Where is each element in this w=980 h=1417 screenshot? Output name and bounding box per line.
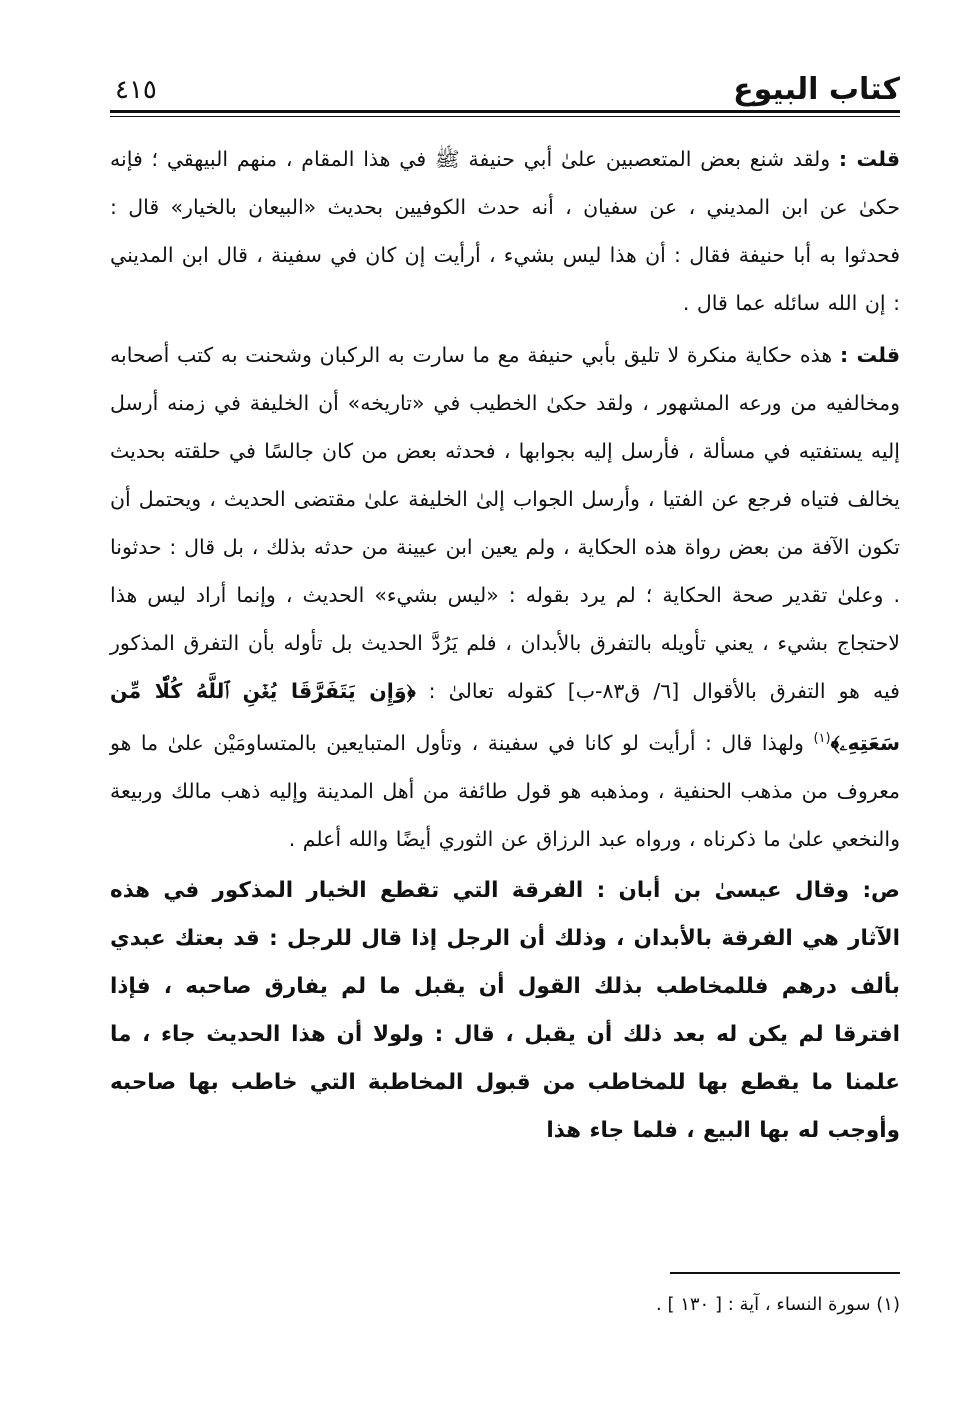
page-number: ٤١٥: [115, 75, 157, 105]
paragraph-text: وقال عيسىٰ بن أبان : الفرقة التي تقطع الخيار المذكور في هذه الآثار هي الفرقة بالأبدان ، وذلك أن الرجل إذا قال للرجل : قد بعتك عبدي بألف درهم فللمخاطب بذلك القول أن يقبل ما لم يفارق صاحبه ، فإذا افترقا لم يكن له بعد ذلك أن يقبل ، قال : ولولا أن هذا الحديث جاء ، ما علمنا ما يقطع بها للمخاطب من قبول المخاطبة التي خاطب بها صاحبه وأوجب له بها البيع ، فلما جاء هذا: [110, 877, 900, 1143]
footnote: (١) سورة النساء ، آية : [ ١٣٠ ] .: [656, 1294, 900, 1315]
paragraph-2: [110, 331, 900, 863]
footnote-reference[interactable]: (١): [813, 731, 831, 746]
paragraph-text-continued: ولهذا قال : أرأيت لو كانا في سفينة ، وتأول المتبايعين بالمتساومَيْن علىٰ ما هو معروف من مذهب الحنفية ، ومذهبه هو قول طائفة من أهل المدينة وإليه ذهب مالك وربيعة والنخعي علىٰ ما ذكرناه ، ورواه عبد الرزاق عن الثوري أيضًا والله أعلم .: [110, 730, 900, 851]
paragraph-1: [110, 135, 900, 327]
paragraph-text: ولقد شنع بعض المتعصبين علىٰ أبي حنيفة ﷺ في هذا المقام ، منهم البيهقي ؛ فإنه حكىٰ عن ابن المديني ، عن سفيان ، أنه حدث الكوفيين بحديث «البيعان بالخيار» قال : فحدثوا به أبا حنيفة فقال : أن هذا ليس بشيء ، أرأيت إن كان في سفينة ، قال ابن المديني : إن الله سائله عما قال .: [110, 147, 900, 315]
paragraph-lead: قلت :: [838, 147, 901, 171]
paragraph-lead: ص:: [862, 877, 900, 903]
header-rule: [110, 110, 900, 117]
quran-verse: ﴿وَإِن يَتَفَرَّقَا يُغۡنِ ٱللَّهُ كُلّٗا مِّن سَعَتِهِۦ﴾: [110, 679, 900, 755]
paragraph-3: [110, 867, 900, 1155]
page-header: [110, 58, 900, 110]
paragraph-lead: قلت :: [839, 343, 900, 367]
main-text: [110, 135, 900, 1155]
paragraph-text: هذه حكاية منكرة لا تليق بأبي حنيفة مع ما سارت به الركبان وشحنت به كتب أصحابه ومخالفيه من ورعه المشهور ، ولقد حكىٰ الخطيب في «تاريخه» أن الخليفة في زمنه أرسل إليه يستفتيه في مسألة ، فأرسل إليه بجوابها ، فحدثه بعض من كان جالسًا في حلقته بحديث يخالف فتياه فرجع عن الفتيا ، وأرسل الجواب إلىٰ الخليفة علىٰ مقتضى الحديث ، ويحتمل أن تكون الآفة من بعض رواة هذه الحكاية ، ولم يعين ابن عيينة من حدثه بذلك ، بل قال : حدثونا . وعلىٰ تقدير صحة الحكاية ؛ لم يرد بقوله : «ليس بشيء» الحديث ، وإنما أراد ليس هذا لاحتجاج بشيء ، يعني تأويله بالتفرق بالأبدان ، فلم يَرُدَّ الحديث بل تأوله بأن التفرق المذكور فيه هو التفرق بالأقوال [٦/ ق٨٣-ب] كقوله تعالىٰ :: [110, 343, 900, 703]
chapter-title: كتاب البيوع: [733, 72, 900, 107]
book-page: [110, 58, 900, 1155]
footnote-rule: [670, 1272, 900, 1274]
